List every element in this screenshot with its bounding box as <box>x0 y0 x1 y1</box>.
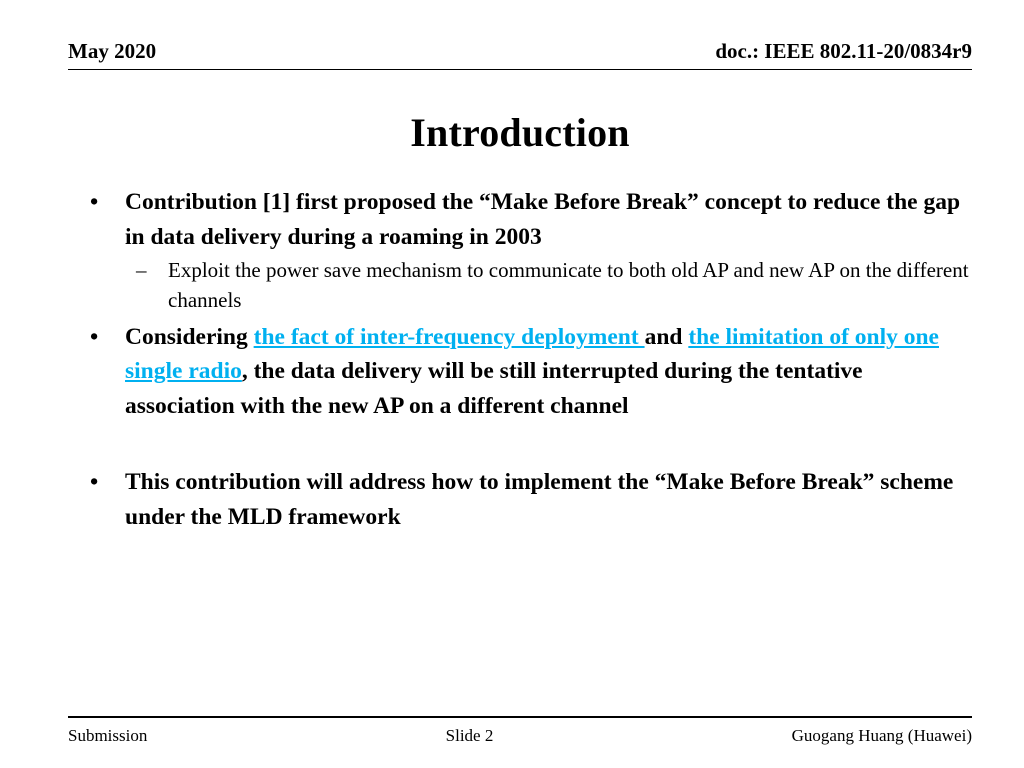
bullet-item-2 <box>68 320 978 424</box>
footer-submission-label: Submission <box>68 726 148 745</box>
sub-bullet-item-1 <box>68 256 978 316</box>
paragraph-spacer <box>68 425 978 465</box>
bullet-text-2-part-3: , the data delivery will be still interrupted during the tentative association with the new AP on a different channel <box>125 358 863 419</box>
footer-author: Guogang Huang (Huawei) <box>791 726 972 745</box>
slide-header <box>68 40 972 70</box>
page-title: Introduction <box>410 110 630 155</box>
slide-footer <box>68 726 972 746</box>
bullet-text-1: Contribution [1] first proposed the “Make Before Break” concept to reduce the gap in data delivery during a roaming in 2003 <box>125 189 961 250</box>
hyperlink-inter-frequency-deployment[interactable]: the fact of inter-frequency deployment <box>253 323 645 350</box>
bullet-item-1 <box>68 185 978 254</box>
hyperlink-single-radio-limitation[interactable]: the limitation of only one single radio <box>125 323 939 385</box>
bullet-marker-icon: • <box>90 469 99 496</box>
dash-marker-icon: – <box>136 258 147 283</box>
bullet-item-3 <box>68 465 978 534</box>
footer-divider <box>68 716 972 718</box>
bullet-text-2-part-1: Considering <box>125 323 254 350</box>
bullet-marker-icon: • <box>90 323 99 350</box>
bullet-text-3: This contribution will address how to implement the “Make Before Break” scheme under the MLD framework <box>125 469 954 530</box>
header-date: May 2020 <box>68 39 157 63</box>
slide-body <box>68 185 978 536</box>
bullet-marker-icon: • <box>90 189 99 215</box>
header-divider <box>68 69 972 70</box>
bullet-text-2-part-2: and <box>644 323 689 350</box>
footer-slide-number: Slide 2 <box>445 726 494 745</box>
header-document-id: doc.: IEEE 802.11-20/0834r9 <box>715 39 972 63</box>
sub-bullet-text-1: Exploit the power save mechanism to communicate to both old AP and new AP on the different channels <box>168 258 969 312</box>
